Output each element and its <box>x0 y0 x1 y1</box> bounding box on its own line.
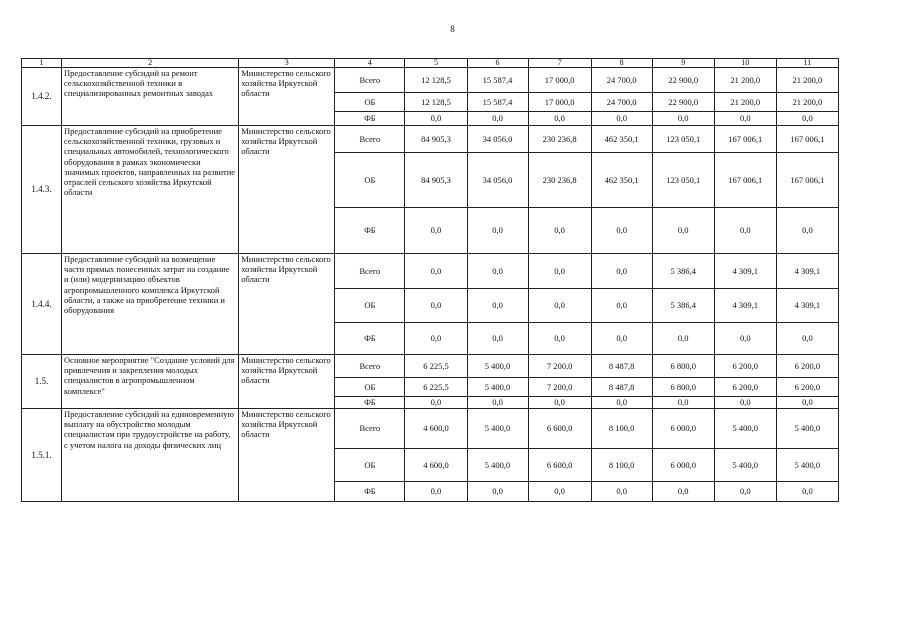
column-number-header <box>22 59 839 68</box>
executor: Министерство сельского хозяйства Иркутской области <box>239 126 335 254</box>
amount-cell: 6 000,0 <box>652 449 714 482</box>
amount-cell: 7 200,0 <box>528 355 591 378</box>
amount-cell: 0,0 <box>714 482 776 502</box>
amount-cell: 6 200,0 <box>714 378 776 397</box>
table-row <box>22 355 839 378</box>
amount-cell: 0,0 <box>405 112 467 126</box>
funding-source: ФБ <box>335 208 405 254</box>
amount-cell: 5 386,4 <box>652 289 714 323</box>
amount-cell: 462 350,1 <box>591 126 652 153</box>
item-number: 1.4.2. <box>22 68 62 126</box>
amount-cell: 0,0 <box>405 323 467 355</box>
column-header: 10 <box>714 59 776 68</box>
amount-cell: 34 056,0 <box>467 153 528 208</box>
amount-cell: 0,0 <box>467 112 528 126</box>
amount-cell: 230 236,8 <box>528 153 591 208</box>
amount-cell: 0,0 <box>591 397 652 409</box>
column-header: 8 <box>591 59 652 68</box>
amount-cell: 0,0 <box>776 112 838 126</box>
amount-cell: 0,0 <box>467 254 528 289</box>
amount-cell: 6 800,0 <box>652 355 714 378</box>
funding-source: ОБ <box>335 93 405 112</box>
amount-cell: 0,0 <box>405 482 467 502</box>
amount-cell: 8 100,0 <box>591 449 652 482</box>
amount-cell: 0,0 <box>591 323 652 355</box>
amount-cell: 0,0 <box>528 112 591 126</box>
amount-cell: 0,0 <box>776 397 838 409</box>
column-header: 1 <box>22 59 62 68</box>
amount-cell: 6 800,0 <box>652 378 714 397</box>
column-header: 4 <box>335 59 405 68</box>
funding-source: ФБ <box>335 482 405 502</box>
funding-source: ОБ <box>335 289 405 323</box>
amount-cell: 0,0 <box>405 208 467 254</box>
amount-cell: 0,0 <box>528 254 591 289</box>
item-number: 1.4.3. <box>22 126 62 254</box>
amount-cell: 4 309,1 <box>714 289 776 323</box>
amount-cell: 4 600,0 <box>405 409 467 449</box>
amount-cell: 5 400,0 <box>714 409 776 449</box>
amount-cell: 0,0 <box>776 323 838 355</box>
amount-cell: 12 128,5 <box>405 93 467 112</box>
column-header: 9 <box>652 59 714 68</box>
amount-cell: 6 600,0 <box>528 409 591 449</box>
amount-cell: 0,0 <box>528 323 591 355</box>
amount-cell: 5 400,0 <box>467 378 528 397</box>
amount-cell: 167 006,1 <box>776 153 838 208</box>
amount-cell: 167 006,1 <box>714 126 776 153</box>
executor: Министерство сельского хозяйства Иркутской области <box>239 254 335 355</box>
measure-name: Основное мероприятие "Создание условий для привлечения и закрепления молодых специалистов в агропромышленном комплексе" <box>62 355 239 409</box>
table-row <box>22 254 839 289</box>
measure-name: Предоставление субсидий на единовременную выплату на обустройство молодым специалистам при трудоустройстве на работу, с учетом налога на доходы физических лиц <box>62 409 239 502</box>
amount-cell: 17 000,0 <box>528 68 591 93</box>
funding-source: Всего <box>335 126 405 153</box>
funding-source: ФБ <box>335 323 405 355</box>
table-row <box>22 409 839 449</box>
amount-cell: 5 400,0 <box>467 449 528 482</box>
amount-cell: 5 400,0 <box>776 449 838 482</box>
amount-cell: 21 200,0 <box>714 68 776 93</box>
amount-cell: 0,0 <box>467 208 528 254</box>
item-number: 1.5. <box>22 355 62 409</box>
amount-cell: 0,0 <box>528 397 591 409</box>
amount-cell: 4 309,1 <box>776 289 838 323</box>
item-number: 1.5.1. <box>22 409 62 502</box>
amount-cell: 7 200,0 <box>528 378 591 397</box>
budget-table <box>21 58 839 502</box>
amount-cell: 0,0 <box>528 482 591 502</box>
amount-cell: 6 225,5 <box>405 378 467 397</box>
funding-source: ФБ <box>335 112 405 126</box>
column-header: 5 <box>405 59 467 68</box>
amount-cell: 6 200,0 <box>714 355 776 378</box>
amount-cell: 15 587,4 <box>467 68 528 93</box>
funding-source: ОБ <box>335 378 405 397</box>
column-header: 7 <box>528 59 591 68</box>
amount-cell: 21 200,0 <box>776 93 838 112</box>
amount-cell: 17 000,0 <box>528 93 591 112</box>
amount-cell: 6 600,0 <box>528 449 591 482</box>
amount-cell: 0,0 <box>405 254 467 289</box>
amount-cell: 5 386,4 <box>652 254 714 289</box>
amount-cell: 0,0 <box>405 397 467 409</box>
amount-cell: 6 225,5 <box>405 355 467 378</box>
amount-cell: 5 400,0 <box>714 449 776 482</box>
amount-cell: 0,0 <box>591 208 652 254</box>
amount-cell: 4 309,1 <box>776 254 838 289</box>
amount-cell: 123 050,1 <box>652 153 714 208</box>
amount-cell: 6 000,0 <box>652 409 714 449</box>
item-number: 1.4.4. <box>22 254 62 355</box>
amount-cell: 0,0 <box>652 112 714 126</box>
column-header: 6 <box>467 59 528 68</box>
table-row <box>22 126 839 153</box>
amount-cell: 167 006,1 <box>776 126 838 153</box>
amount-cell: 0,0 <box>528 289 591 323</box>
amount-cell: 5 400,0 <box>467 355 528 378</box>
amount-cell: 21 200,0 <box>776 68 838 93</box>
amount-cell: 167 006,1 <box>714 153 776 208</box>
amount-cell: 34 056,0 <box>467 126 528 153</box>
amount-cell: 5 400,0 <box>467 409 528 449</box>
amount-cell: 462 350,1 <box>591 153 652 208</box>
amount-cell: 21 200,0 <box>714 93 776 112</box>
measure-name: Предоставление субсидий на возмещение части прямых понесенных затрат на создание и (или) модернизацию объектов агропромышленного комплекса Иркутской области, а также на приобретение техники и оборудования <box>62 254 239 355</box>
amount-cell: 0,0 <box>591 482 652 502</box>
table-body <box>22 59 839 502</box>
column-header: 11 <box>776 59 838 68</box>
amount-cell: 0,0 <box>528 208 591 254</box>
amount-cell: 0,0 <box>714 323 776 355</box>
amount-cell: 0,0 <box>714 397 776 409</box>
measure-name: Предоставление субсидий на ремонт сельскохозяйственной техники в специализированных ремонтных заводах <box>62 68 239 126</box>
page-number: 8 <box>450 24 455 34</box>
amount-cell: 8 487,8 <box>591 355 652 378</box>
amount-cell: 0,0 <box>591 112 652 126</box>
amount-cell: 230 236,8 <box>528 126 591 153</box>
executor: Министерство сельского хозяйства Иркутской области <box>239 355 335 409</box>
amount-cell: 22 900,0 <box>652 68 714 93</box>
amount-cell: 0,0 <box>652 397 714 409</box>
amount-cell: 0,0 <box>591 254 652 289</box>
amount-cell: 123 050,1 <box>652 126 714 153</box>
table-row <box>22 68 839 93</box>
amount-cell: 0,0 <box>652 323 714 355</box>
funding-source: ОБ <box>335 153 405 208</box>
amount-cell: 15 587,4 <box>467 93 528 112</box>
amount-cell: 0,0 <box>714 208 776 254</box>
column-header: 2 <box>62 59 239 68</box>
amount-cell: 0,0 <box>467 482 528 502</box>
column-header: 3 <box>239 59 335 68</box>
amount-cell: 6 200,0 <box>776 378 838 397</box>
executor: Министерство сельского хозяйства Иркутской области <box>239 409 335 502</box>
funding-source: ОБ <box>335 449 405 482</box>
funding-source: ФБ <box>335 397 405 409</box>
amount-cell: 0,0 <box>467 323 528 355</box>
amount-cell: 8 100,0 <box>591 409 652 449</box>
amount-cell: 5 400,0 <box>776 409 838 449</box>
measure-name: Предоставление субсидий на приобретение сельскохозяйственной техники, грузовых и специальных автомобилей, технологического оборудования в рамках экономически значимых проектов, направленных на развитие отраслей сельского хозяйства Иркутской области <box>62 126 239 254</box>
amount-cell: 0,0 <box>652 208 714 254</box>
amount-cell: 0,0 <box>652 482 714 502</box>
amount-cell: 22 900,0 <box>652 93 714 112</box>
funding-source: Всего <box>335 409 405 449</box>
amount-cell: 6 200,0 <box>776 355 838 378</box>
amount-cell: 0,0 <box>714 112 776 126</box>
amount-cell: 4 600,0 <box>405 449 467 482</box>
amount-cell: 24 700,0 <box>591 68 652 93</box>
amount-cell: 84 905,3 <box>405 126 467 153</box>
amount-cell: 0,0 <box>776 482 838 502</box>
amount-cell: 0,0 <box>405 289 467 323</box>
funding-source: Всего <box>335 254 405 289</box>
executor: Министерство сельского хозяйства Иркутской области <box>239 68 335 126</box>
amount-cell: 12 128,5 <box>405 68 467 93</box>
amount-cell: 4 309,1 <box>714 254 776 289</box>
amount-cell: 0,0 <box>467 397 528 409</box>
amount-cell: 8 487,8 <box>591 378 652 397</box>
amount-cell: 24 700,0 <box>591 93 652 112</box>
amount-cell: 0,0 <box>591 289 652 323</box>
amount-cell: 0,0 <box>776 208 838 254</box>
funding-source: Всего <box>335 355 405 378</box>
funding-source: Всего <box>335 68 405 93</box>
amount-cell: 84 905,3 <box>405 153 467 208</box>
amount-cell: 0,0 <box>467 289 528 323</box>
